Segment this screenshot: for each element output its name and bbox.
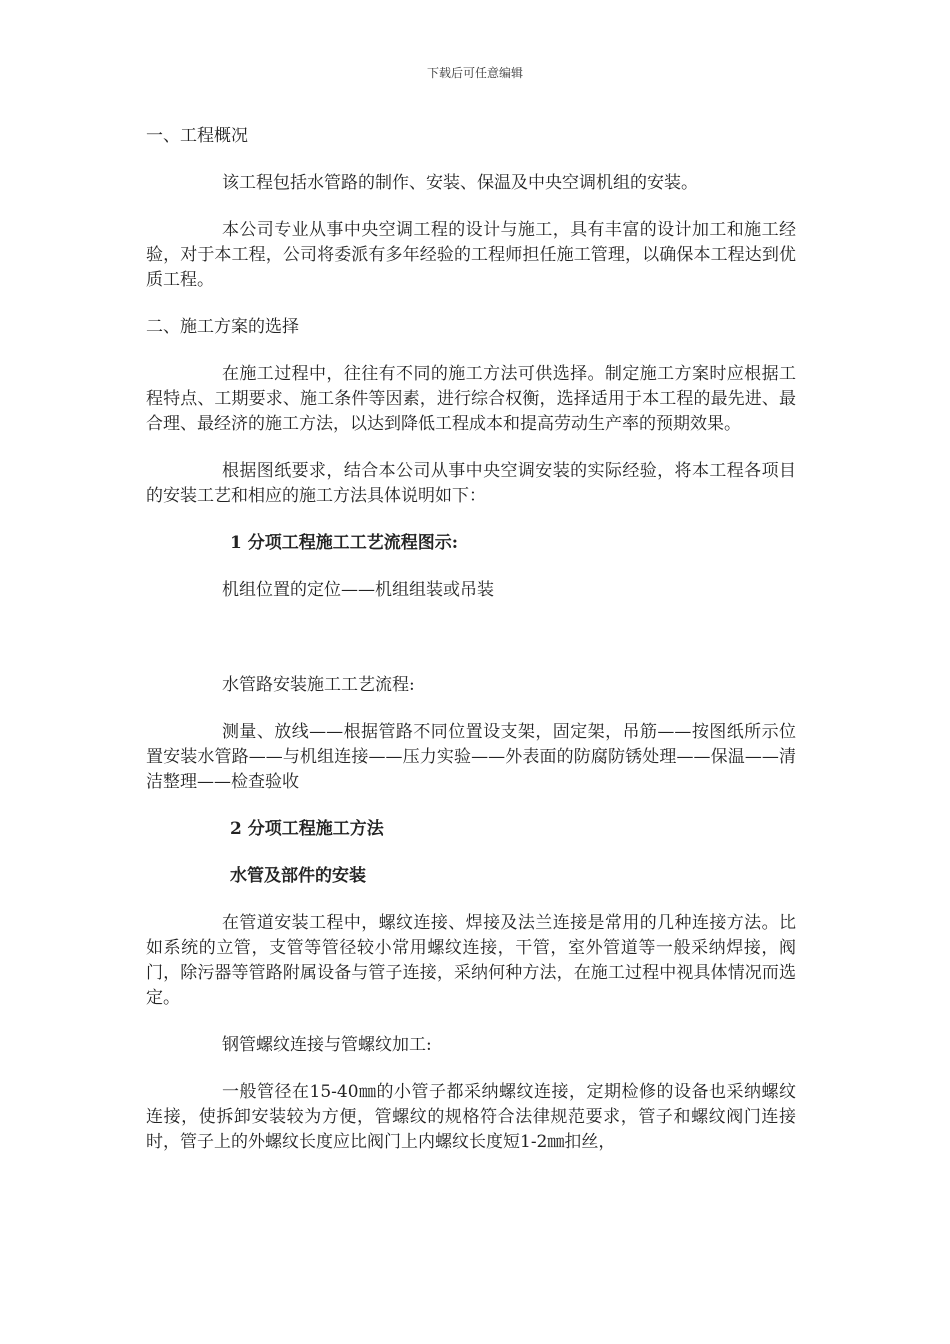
page-header: 下载后可任意编辑 <box>426 66 523 80</box>
subheading-pipe-install: 水管及部件的安装 <box>230 866 366 886</box>
paragraph-pipe-flow: 测量、放线——根据管路不同位置设支架，固定架，吊筋——按图纸所示位置安装水管路——与机组连接——压力实验——外表面的防腐防锈处理——保温——清洁整理——检查验收 <box>146 722 796 792</box>
paragraph-unit-flow: 机组位置的定位——机组组装或吊装 <box>222 580 494 600</box>
paragraph-basis: 根据图纸要求，结合本公司从事中央空调安装的实际经验，将本工程各项目的安装工艺和相应的施工方法具体说明如下： <box>146 461 796 506</box>
paragraph-scope: 该工程包括水管路的制作、安装、保温及中央空调机组的安装。 <box>222 173 698 193</box>
paragraph-thread: 一般管径在15-40㎜的小管子都采纳螺纹连接，定期检修的设备也采纳螺纹连接，使拆卸安装较为方便，管螺纹的规格符合法律规范要求，管子和螺纹阀门连接时，管子上的外螺纹长度应比阀门上内螺纹长度短1-2㎜扣丝， <box>146 1082 796 1152</box>
paragraph-method-choice: 在施工过程中，往往有不同的施工方法可供选择。制定施工方案时应根据工程特点、工期要求、施工条件等因素，进行综合权衡，选择适用于本工程的最先进、最合理、最经济的施工方法，以达到降低工程成本和提高劳动生产率的预期效果。 <box>146 364 796 434</box>
section-heading-overview: 一、工程概况 <box>146 126 248 146</box>
subheading-process-flow: 1 分项工程施工工艺流程图示: <box>230 533 459 553</box>
paragraph-company: 本公司专业从事中央空调工程的设计与施工，具有丰富的设计加工和施工经验，对于本工程，公司将委派有多年经验的工程师担任施工管理，以确保本工程达到优质工程。 <box>146 220 796 290</box>
paragraph-pipe-flow-title: 水管路安装施工工艺流程: <box>222 675 415 695</box>
paragraph-thread-title: 钢管螺纹连接与管螺纹加工: <box>222 1035 432 1055</box>
document-body <box>146 124 796 1155</box>
subheading-methods: 2 分项工程施工方法 <box>230 819 384 839</box>
section-heading-plan: 二、施工方案的选择 <box>146 317 299 337</box>
paragraph-connections: 在管道安装工程中，螺纹连接、焊接及法兰连接是常用的几种连接方法。比如系统的立管，支管等管径较小常用螺纹连接，干管，室外管道等一般采纳焊接，阀门，除污器等管路附属设备与管子连接，采纳何种方法，在施工过程中视具体情况而选定。 <box>146 913 796 1008</box>
